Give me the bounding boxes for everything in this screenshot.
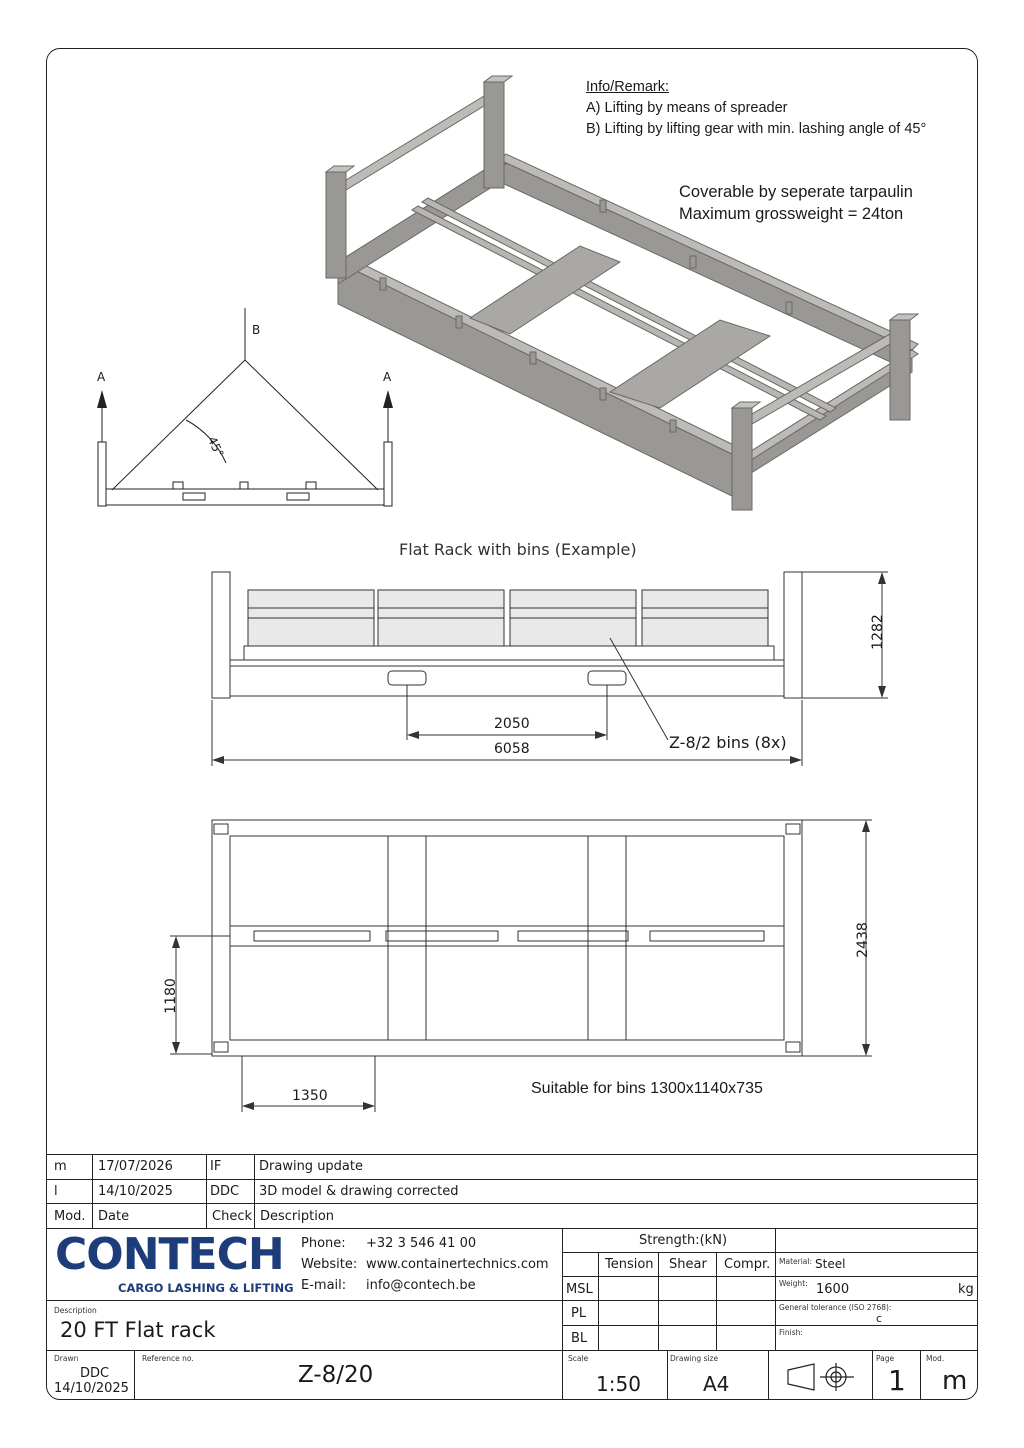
gross-weight-note: Maximum grossweight = 24ton <box>679 205 904 223</box>
weight-unit: kg <box>958 1282 974 1297</box>
dim-half-width: 1180 <box>162 978 179 1014</box>
drawn-date: 14/10/2025 <box>54 1381 129 1396</box>
email-value: info@contech.be <box>366 1278 476 1293</box>
mod-value: m <box>942 1366 968 1396</box>
scale-label: Scale <box>568 1354 589 1363</box>
description-value: 20 FT Flat rack <box>60 1318 216 1342</box>
strength-row-msl: MSL <box>566 1282 593 1297</box>
scale-value: 1:50 <box>596 1372 641 1396</box>
info-heading: Info/Remark: <box>586 79 669 95</box>
lifting-diagram <box>0 0 1024 560</box>
strength-row-pl: PL <box>571 1306 587 1321</box>
weight-value: 1600 <box>816 1282 850 1297</box>
rev-header-check: Check <box>212 1209 252 1224</box>
weight-label: Weight: <box>779 1279 808 1288</box>
material-value: Steel <box>815 1257 846 1271</box>
reference-label: Reference no. <box>142 1354 194 1363</box>
finish-label: Finish: <box>779 1328 803 1337</box>
rev-description: 3D model & drawing corrected <box>259 1184 459 1199</box>
info-line-b: B) Lifting by lifting gear with min. lashing angle of 45° <box>586 121 927 137</box>
page-label: Page <box>876 1354 895 1363</box>
rev-check: DDC <box>210 1184 240 1199</box>
size-value: A4 <box>703 1372 730 1396</box>
label-b: B <box>252 323 261 337</box>
dim-height: 1282 <box>869 614 886 650</box>
website-value: www.containertechnics.com <box>366 1257 549 1272</box>
reference-value: Z-8/20 <box>298 1362 374 1388</box>
label-a-right: A <box>383 370 392 384</box>
rev-date: 17/07/2026 <box>98 1159 173 1174</box>
dim-bin: 1350 <box>292 1088 328 1104</box>
size-label: Drawing size <box>670 1354 719 1363</box>
page-value: 1 <box>888 1364 906 1397</box>
top-view <box>0 810 1024 1120</box>
info-line-a: A) Lifting by means of spreader <box>586 100 788 116</box>
rev-description: Drawing update <box>259 1159 363 1174</box>
company-tagline: CARGO LASHING & LIFTING <box>118 1281 294 1295</box>
cover-note: Coverable by seperate tarpaulin <box>679 183 913 201</box>
lashing-angle: 45° <box>204 434 227 460</box>
rev-header-date: Date <box>98 1209 130 1224</box>
strength-col-compr: Compr. <box>724 1257 771 1272</box>
description-label: Description <box>54 1306 97 1315</box>
dim-width: 2438 <box>854 922 871 958</box>
strength-col-shear: Shear <box>669 1257 707 1272</box>
company-logo: CONTECH <box>55 1229 284 1280</box>
bins-callout: Z-8/2 bins (8x) <box>669 733 787 752</box>
phone-label: Phone: <box>301 1236 346 1251</box>
strength-col-tension: Tension <box>605 1257 654 1272</box>
side-view-title: Flat Rack with bins (Example) <box>399 540 637 559</box>
bins-suitability-note: Suitable for bins 1300x1140x735 <box>531 1080 763 1097</box>
rev-mod: l <box>54 1184 58 1199</box>
email-label: E-mail: <box>301 1278 347 1293</box>
strength-title: Strength:(kN) <box>639 1233 728 1248</box>
material-label: Material: <box>779 1257 812 1266</box>
label-a-left: A <box>97 370 106 384</box>
projection-symbol-icon <box>784 1360 858 1394</box>
drawn-by: DDC <box>80 1366 110 1381</box>
tb-line <box>46 1154 978 1155</box>
rev-date: 14/10/2025 <box>98 1184 173 1199</box>
tolerance-label: General tolerance (ISO 2768): <box>779 1303 892 1312</box>
dim-length: 6058 <box>494 741 530 757</box>
phone-value: +32 3 546 41 00 <box>366 1236 477 1251</box>
tolerance-value: c <box>876 1312 883 1325</box>
rev-header-description: Description <box>260 1209 335 1224</box>
mod-label: Mod. <box>926 1354 945 1363</box>
dim-pockets: 2050 <box>494 716 530 732</box>
strength-row-bl: BL <box>571 1331 588 1346</box>
rev-check: IF <box>210 1159 222 1174</box>
website-label: Website: <box>301 1257 358 1272</box>
rev-mod: m <box>54 1159 67 1174</box>
drawn-label: Drawn <box>54 1354 79 1363</box>
rev-header-mod: Mod. <box>54 1209 86 1224</box>
